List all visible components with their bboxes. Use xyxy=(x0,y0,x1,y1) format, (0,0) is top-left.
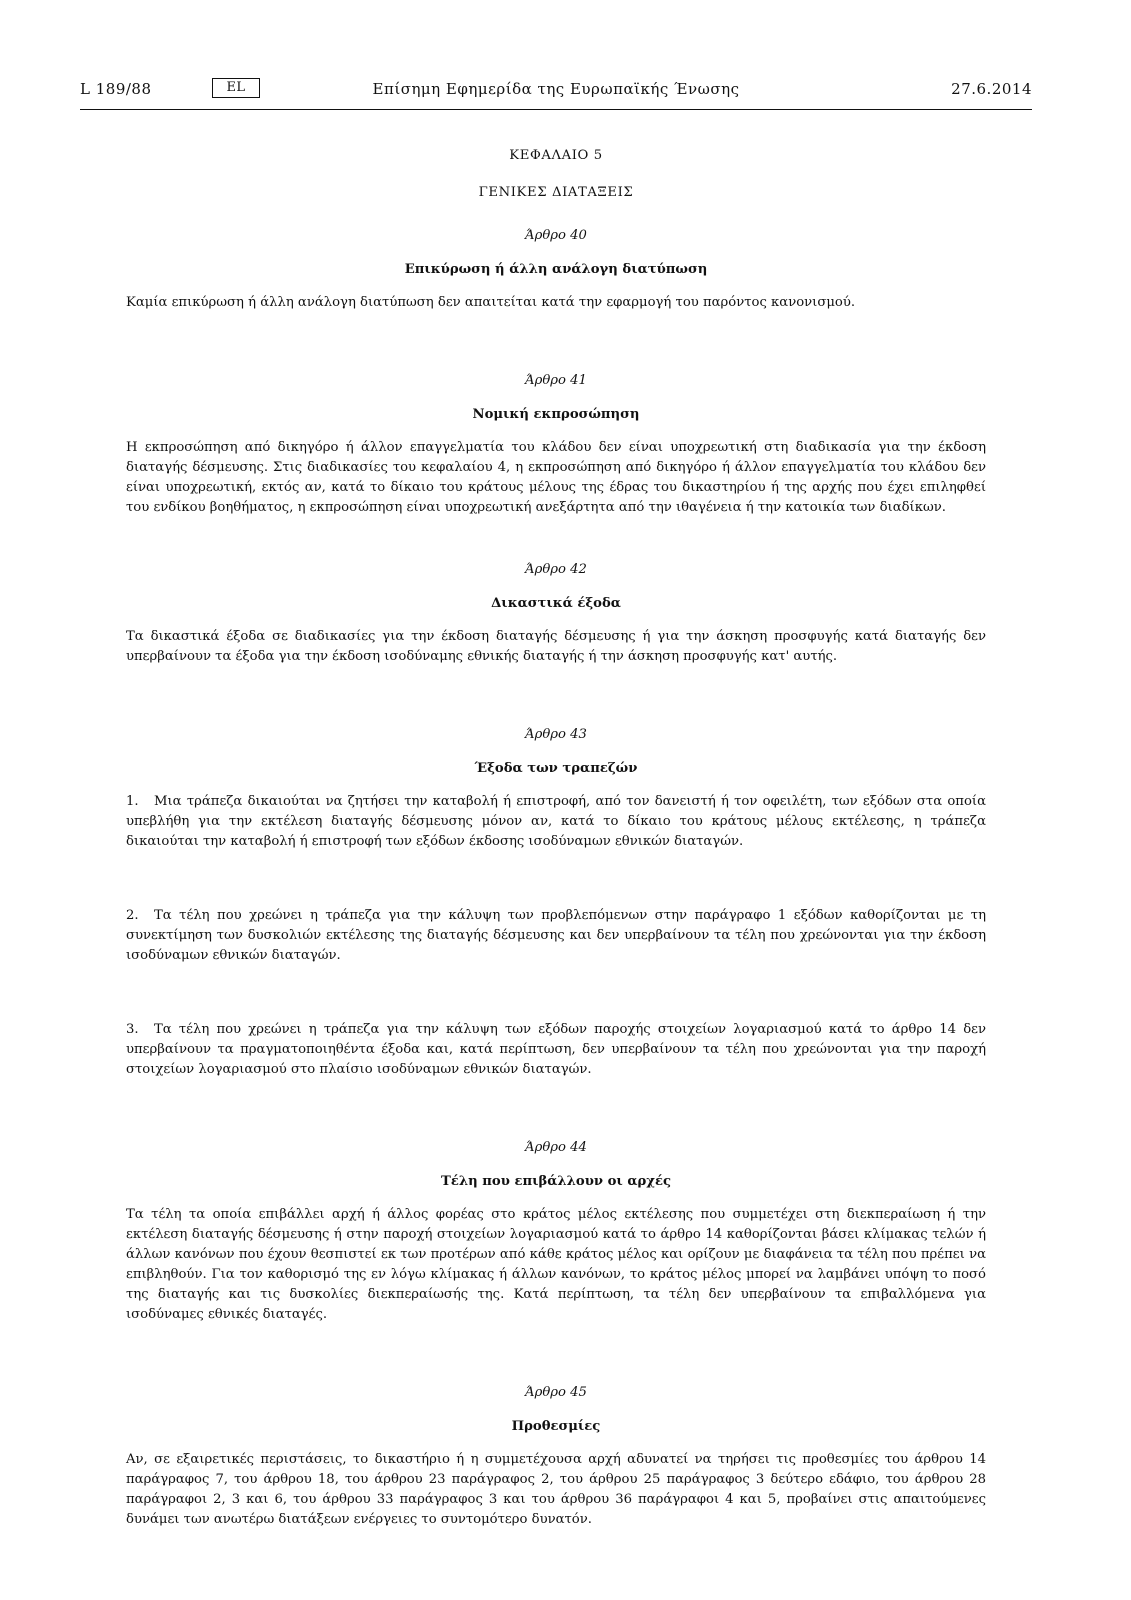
article-number: Άρθρο 44 xyxy=(525,1140,587,1155)
spacer xyxy=(126,1325,986,1383)
article-text: Τα τέλη τα οποία επιβάλλει αρχή ή άλλος φορέας στο κράτος μέλος εκτέλεσης που συμμετέχει στη διεκπεραίωση ή την εκτέλεση διαταγής δέσμευσης ή στην παροχή στοιχείων λογαριασμού κατά το άρθρο 14 καθορίζονται βάσει κλίμακας τελών ή άλλων κανόνων που έχουν θεσπιστεί εκ των προτέρων από κάθε κράτος μέλος και ορίζουν με διαφάνεια τα τέλη που πρέπει να επιβληθούν. Για τον καθορισμό της εν λόγω κλίμακας ή άλλων κανόνων, το κράτος μέλος μπορεί να λαμβάνει υπόψη το ποσό της διαταγής και τις δυσκολίες διεκπεραίωσής της. Κατά περίπτωση, τα τέλη δεν υπερβαίνουν τα επιβαλλόμενα για ισοδύναμες εθνικές διαταγές. xyxy=(126,1207,986,1322)
numbered-paragraph xyxy=(126,792,986,852)
paragraph-text: Τα τέλη που χρεώνει η τράπεζα για την κάλυψη των εξόδων παροχής στοιχείων λογαριασμού κατά το άρθρο 14 δεν υπερβαίνουν τα πραγματοποιηθέντα έξοδα και, κατά περίπτωση, δεν υπερβαίνουν τα τέλη που χρεώνονται για την παροχή στοιχείων λογαριασμού στο πλαίσιο ισοδύναμων εθνικών διαταγών. xyxy=(126,1022,986,1077)
article-number: Άρθρο 43 xyxy=(525,727,587,742)
article-42 xyxy=(126,560,986,667)
article-title: Έξοδα των τραπεζών xyxy=(474,761,638,776)
article-title: Νομική εκπροσώπηση xyxy=(472,407,640,422)
numbered-paragraph xyxy=(126,1020,986,1080)
numbered-paragraph xyxy=(126,906,986,966)
article-title: Προθεσμίες xyxy=(511,1419,601,1434)
article-43 xyxy=(126,725,986,1080)
paragraph-number: 3. xyxy=(126,1022,139,1037)
page-reference: L 189/88 xyxy=(80,80,152,98)
spacer xyxy=(126,1080,986,1138)
article-title: Δικαστικά έξοδα xyxy=(491,596,621,611)
article-41 xyxy=(126,371,986,518)
chapter-number: ΚΕΦΑΛΑΙΟ 5 xyxy=(509,148,603,163)
article-text: Η εκπροσώπηση από δικηγόρο ή άλλον επαγγελματία του κλάδου δεν είναι υποχρεωτική στη διαδικασία για την έκδοση διαταγής δέσμευσης. Στις διαδικασίες του κεφαλαίου 4, η εκπροσώπηση από δικηγόρο ή άλλον επαγγελματία του κλάδου δεν είναι υποχρεωτική, εκτός αν, κατά το δίκαιο του κράτους μέλους της έδρας του δικαστηρίου ή της αρχής που έχει επιληφθεί του ενδίκου βοηθήματος, η εκπροσώπηση είναι υποχρεωτική ανεξάρτητα από την ιθαγένεια ή την κατοικία των διαδίκων. xyxy=(126,440,986,515)
publication-date: 27.6.2014 xyxy=(951,80,1032,98)
spacer xyxy=(126,667,986,725)
journal-title: Επίσημη Εφημερίδα της Ευρωπαϊκής Ένωσης xyxy=(372,80,740,98)
article-text: Καμία επικύρωση ή άλλη ανάλογη διατύπωση δεν απαιτείται κατά την εφαρμογή του παρόντος κανονισμού. xyxy=(126,295,856,310)
document-body xyxy=(126,146,986,1530)
article-text: Τα δικαστικά έξοδα σε διαδικασίες για την έκδοση διαταγής δέσμευσης ή για την άσκηση προσφυγής κατά διαταγής δεν υπερβαίνουν τα έξοδα για την έκδοση ισοδύναμης εθνικής διαταγής ή την άσκηση προσφυγής κατ' αυτής. xyxy=(126,629,986,664)
paragraph-number: 1. xyxy=(126,794,139,809)
paragraph-text: Μια τράπεζα δικαιούται να ζητήσει την καταβολή ή επιστροφή, από τον δανειστή ή τον οφειλέτη, των εξόδων στα οποία υπεβλήθη για την εκτέλεση διαταγής δέσμευσης μόνον αν, κατά το δίκαιο του κράτους μέλους εκτέλεσης, η τράπεζα δικαιούται την καταβολή ή επιστροφή των εξόδων έκδοσης ισοδύναμων εθνικών διαταγών. xyxy=(126,794,986,849)
article-number: Άρθρο 41 xyxy=(525,373,587,388)
paragraph-number: 2. xyxy=(126,908,139,923)
article-45 xyxy=(126,1383,986,1530)
spacer xyxy=(126,313,986,371)
article-44 xyxy=(126,1138,986,1325)
header-divider xyxy=(80,109,1032,110)
journal-header xyxy=(80,78,1032,104)
paragraph-text: Τα τέλη που χρεώνει η τράπεζα για την κάλυψη των προβλεπόμενων στην παράγραφο 1 εξόδων καθορίζονται με τη συνεκτίμηση των δυσκολιών εκτέλεσης της διαταγής δέσμευσης και δεν υπερβαίνουν τα τέλη που χρεώνονται για την έκδοση ισοδύναμων εθνικών διαταγών. xyxy=(126,908,986,963)
article-title: Τέλη που επιβάλλουν οι αρχές xyxy=(441,1174,671,1189)
article-40 xyxy=(126,226,986,313)
language-badge: EL xyxy=(212,78,260,98)
article-number: Άρθρο 45 xyxy=(525,1385,587,1400)
article-number: Άρθρο 42 xyxy=(525,562,587,577)
spacer xyxy=(126,518,986,560)
article-number: Άρθρο 40 xyxy=(525,228,587,243)
article-text: Αν, σε εξαιρετικές περιστάσεις, το δικαστήριο ή η συμμετέχουσα αρχή αδυνατεί να τηρήσει τις προθεσμίες του άρθρου 14 παράγραφος 7, του άρθρου 18, του άρθρου 23 παράγραφος 2, του άρθρου 25 παράγραφος 3 δεύτερο εδάφιο, του άρθρου 28 παράγραφοι 2, 3 και 6, του άρθρου 33 παράγραφος 3 και του άρθρου 36 παράγραφοι 4 και 5, προβαίνει στις απαιτούμενες δυνάμει των ανωτέρω διατάξεων ενέργειες το συντομότερο δυνατόν. xyxy=(126,1452,986,1527)
chapter-title: ΓΕΝΙΚΕΣ ΔΙΑΤΑΞΕΙΣ xyxy=(478,185,634,200)
article-title: Επικύρωση ή άλλη ανάλογη διατύπωση xyxy=(404,262,708,277)
